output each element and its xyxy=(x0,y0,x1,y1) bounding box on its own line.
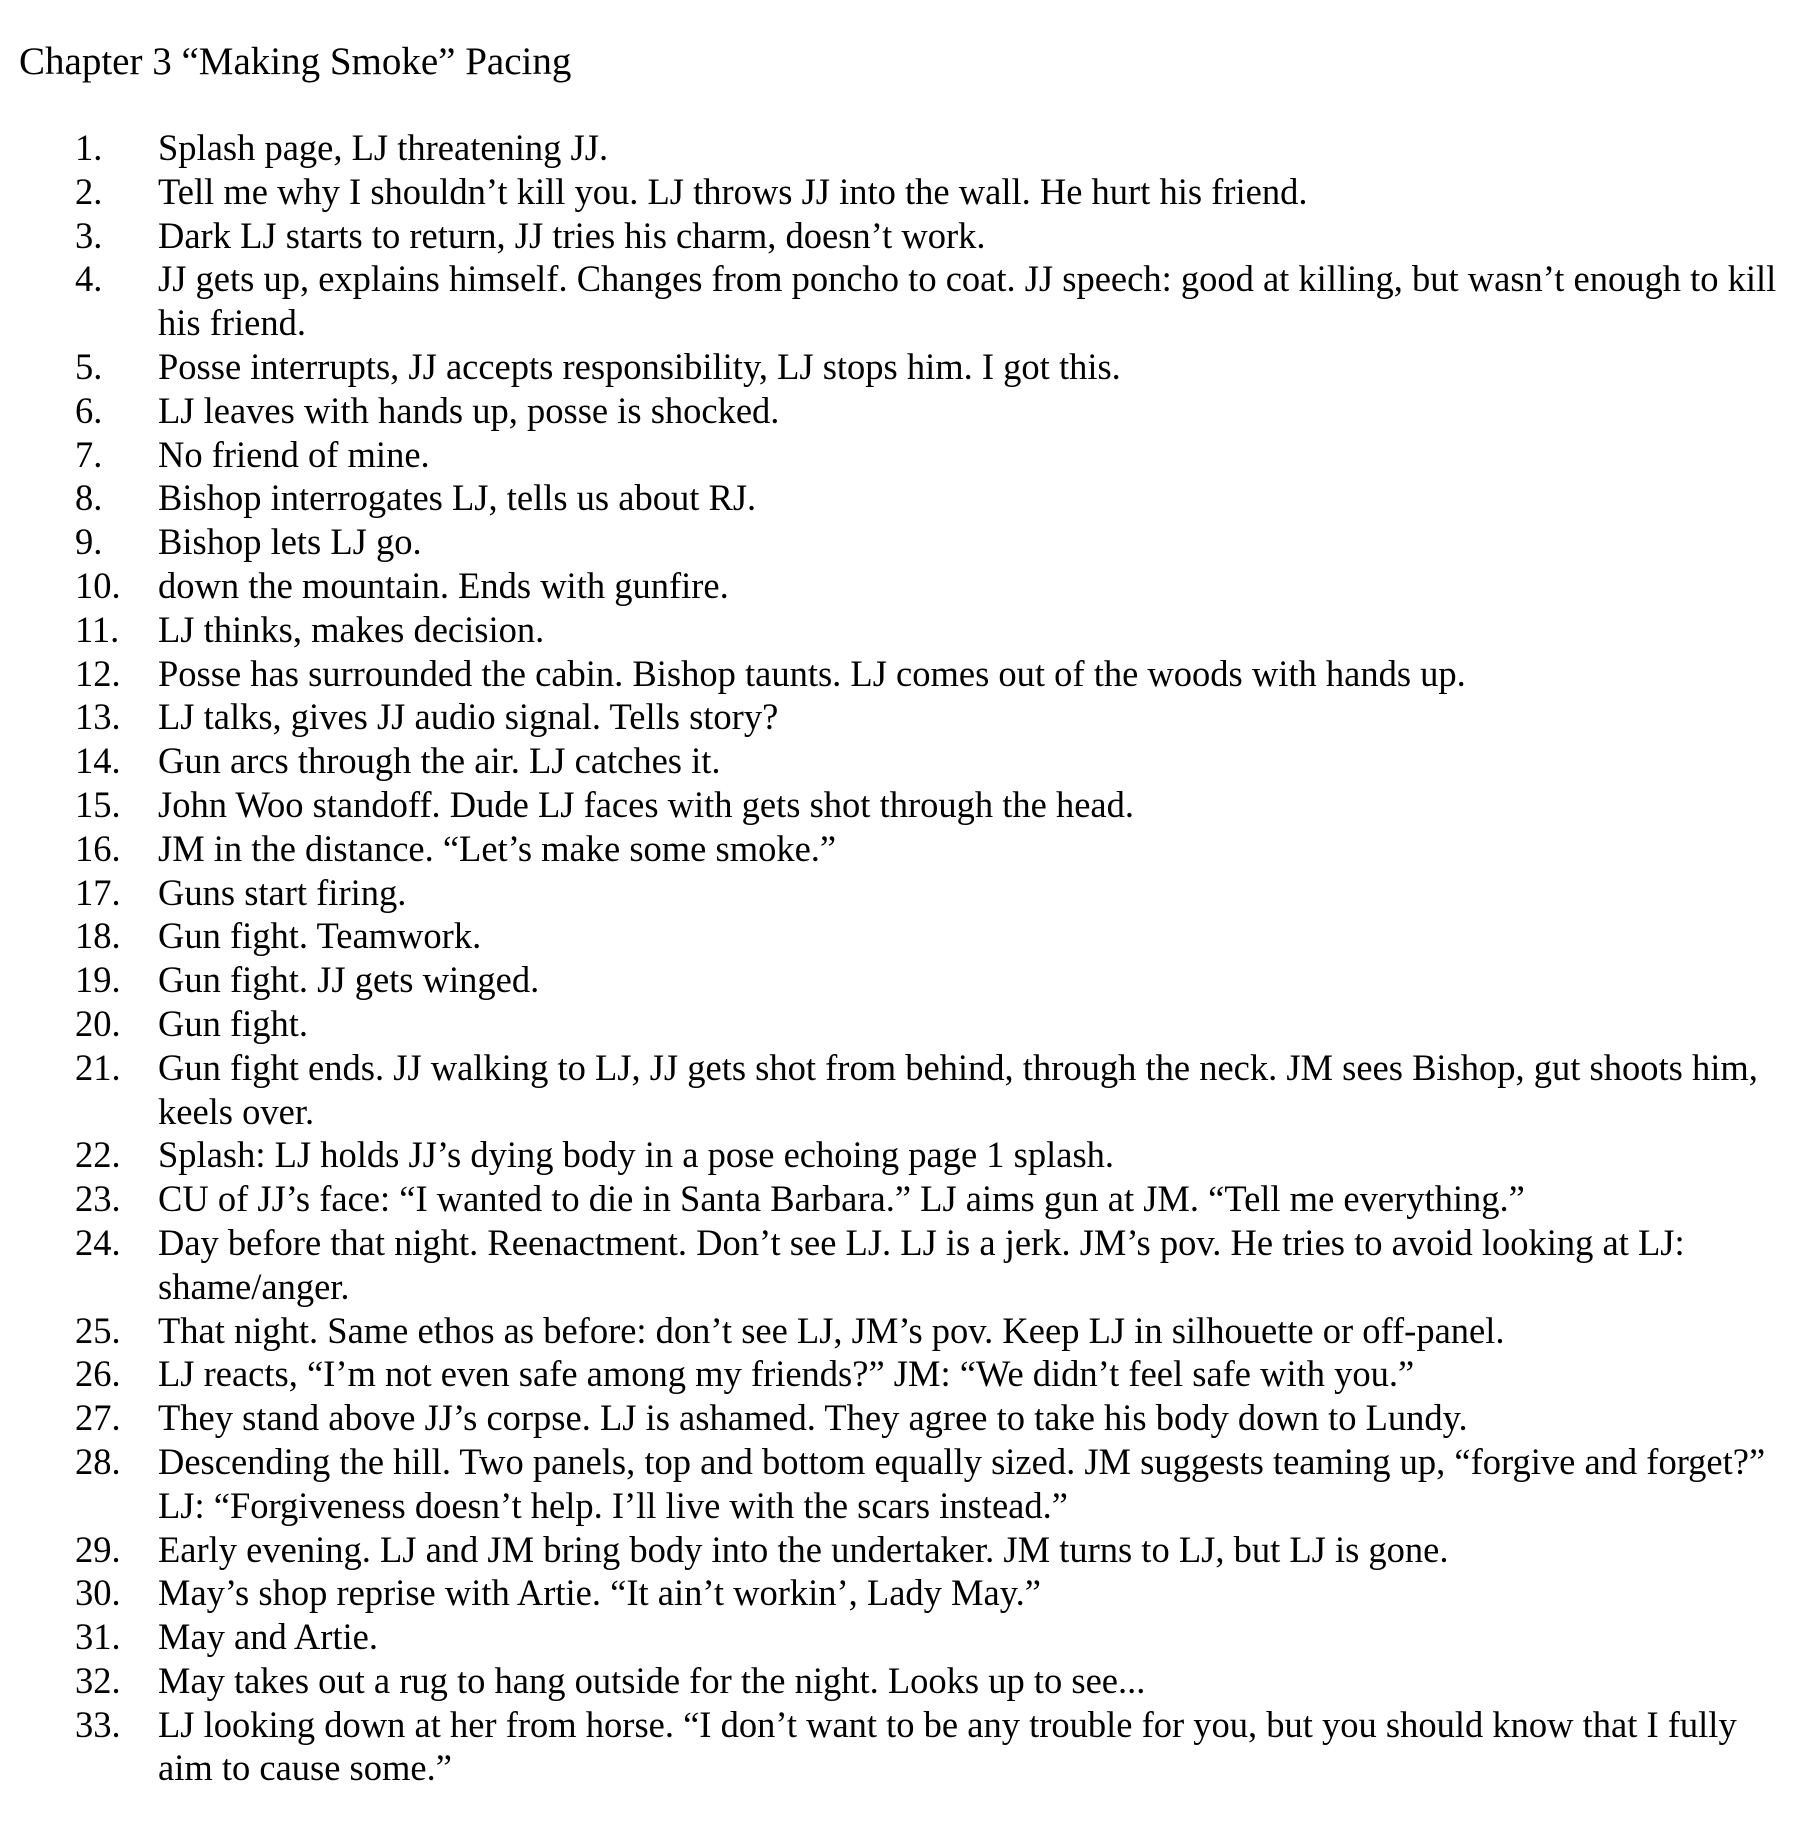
item-text: That night. Same ethos as before: don’t see LJ, JM’s pov. Keep LJ in silhouette or off-panel. xyxy=(158,1309,1505,1351)
item-text: Bishop lets LJ go. xyxy=(158,521,422,563)
list-item xyxy=(0,958,1818,1002)
item-number: 3. xyxy=(75,214,103,256)
item-number: 27. xyxy=(75,1397,121,1439)
list-item xyxy=(0,389,1818,433)
item-text: May’s shop reprise with Artie. “It ain’t workin’, Lady May.” xyxy=(158,1572,1041,1614)
list-item xyxy=(0,914,1818,958)
list-item xyxy=(0,1659,1818,1703)
list-item xyxy=(0,783,1818,827)
item-number: 20. xyxy=(75,1002,121,1044)
item-text: May and Artie. xyxy=(158,1616,378,1658)
item-number: 23. xyxy=(75,1178,121,1220)
item-number: 17. xyxy=(75,871,121,913)
list-item xyxy=(0,1571,1818,1615)
list-item xyxy=(0,433,1818,477)
item-text: Dark LJ starts to return, JJ tries his charm, doesn’t work. xyxy=(158,214,986,256)
list-item xyxy=(0,608,1818,652)
item-number: 6. xyxy=(75,389,103,431)
item-number: 31. xyxy=(75,1616,121,1658)
list-item xyxy=(0,214,1818,258)
list-item xyxy=(0,1133,1818,1177)
item-number: 26. xyxy=(75,1353,121,1395)
item-text: Gun fight ends. JJ walking to LJ, JJ gets shot from behind, through the neck. JM sees Bishop, gut shoots him, keels over. xyxy=(158,1046,1758,1132)
item-number: 5. xyxy=(75,345,103,387)
list-item xyxy=(0,1002,1818,1046)
item-number: 25. xyxy=(75,1309,121,1351)
item-text: Bishop interrogates LJ, tells us about RJ. xyxy=(158,477,757,519)
item-number: 13. xyxy=(75,696,121,738)
list-item xyxy=(0,1615,1818,1659)
item-text: Gun fight. JJ gets winged. xyxy=(158,959,540,1001)
item-number: 4. xyxy=(75,258,103,300)
item-text: Posse interrupts, JJ accepts responsibility, LJ stops him. I got this. xyxy=(158,345,1121,387)
list-item xyxy=(0,345,1818,389)
list-item xyxy=(0,1396,1818,1440)
item-number: 12. xyxy=(75,652,121,694)
list-item xyxy=(0,739,1818,783)
item-text: LJ thinks, makes decision. xyxy=(158,608,545,650)
item-number: 24. xyxy=(75,1221,121,1263)
list-item xyxy=(0,871,1818,915)
item-number: 19. xyxy=(75,959,121,1001)
item-text: JM in the distance. “Let’s make some smoke.” xyxy=(158,827,837,869)
list-item xyxy=(0,1703,1818,1791)
item-number: 29. xyxy=(75,1528,121,1570)
list-item xyxy=(0,695,1818,739)
item-number: 18. xyxy=(75,915,121,957)
list-item xyxy=(0,1221,1818,1309)
list-item xyxy=(0,1046,1818,1134)
list-item xyxy=(0,520,1818,564)
item-text: They stand above JJ’s corpse. LJ is ashamed. They agree to take his body down to Lundy. xyxy=(158,1397,1468,1439)
item-text: JJ gets up, explains himself. Changes from poncho to coat. JJ speech: good at killing, but wasn’t enough to kill his friend. xyxy=(158,258,1777,344)
list-item xyxy=(0,827,1818,871)
list-item xyxy=(0,1177,1818,1221)
list-item xyxy=(0,170,1818,214)
item-text: No friend of mine. xyxy=(158,433,430,475)
list-item xyxy=(0,476,1818,520)
item-text: LJ reacts, “I’m not even safe among my friends?” JM: “We didn’t feel safe with you.” xyxy=(158,1353,1415,1395)
item-text: Tell me why I shouldn’t kill you. LJ throws JJ into the wall. He hurt his friend. xyxy=(158,170,1308,212)
list-item xyxy=(0,1309,1818,1353)
item-text: Day before that night. Reenactment. Don’t see LJ. LJ is a jerk. JM’s pov. He tries to avoid looking at LJ: shame/anger. xyxy=(158,1221,1685,1307)
item-text: Early evening. LJ and JM bring body into the undertaker. JM turns to LJ, but LJ is gone. xyxy=(158,1528,1449,1570)
pacing-list xyxy=(0,126,1818,1790)
item-text: LJ leaves with hands up, posse is shocked. xyxy=(158,389,780,431)
item-number: 15. xyxy=(75,783,121,825)
item-number: 1. xyxy=(75,127,103,168)
item-text: CU of JJ’s face: “I wanted to die in Santa Barbara.” LJ aims gun at JM. “Tell me everything.” xyxy=(158,1178,1525,1220)
item-number: 16. xyxy=(75,827,121,869)
item-text: Descending the hill. Two panels, top and bottom equally sized. JM suggests teaming up, “forgive and forget?” LJ: “Forgiveness doesn’t help. I’ll live with the scars instead.” xyxy=(158,1440,1766,1526)
item-number: 28. xyxy=(75,1440,121,1482)
item-number: 7. xyxy=(75,433,103,475)
list-item xyxy=(0,1352,1818,1396)
item-number: 2. xyxy=(75,170,103,212)
document-title: Chapter 3 “Making Smoke” Pacing xyxy=(19,40,572,83)
item-text: Splash: LJ holds JJ’s dying body in a pose echoing page 1 splash. xyxy=(158,1134,1115,1176)
item-number: 10. xyxy=(75,564,121,606)
item-text: May takes out a rug to hang outside for the night. Looks up to see... xyxy=(158,1659,1146,1701)
item-number: 32. xyxy=(75,1659,121,1701)
list-item xyxy=(0,1440,1818,1528)
item-number: 8. xyxy=(75,477,103,519)
item-text: John Woo standoff. Dude LJ faces with gets shot through the head. xyxy=(158,783,1134,825)
item-text: LJ looking down at her from horse. “I don’t want to be any trouble for you, but you should know that I fully aim to cause some.” xyxy=(158,1703,1737,1789)
item-text: Gun arcs through the air. LJ catches it. xyxy=(158,740,721,782)
list-item xyxy=(0,1528,1818,1572)
item-text: Splash page, LJ threatening JJ. xyxy=(158,127,609,168)
list-item xyxy=(0,564,1818,608)
item-text: Guns start firing. xyxy=(158,871,407,913)
item-number: 14. xyxy=(75,740,121,782)
list-item xyxy=(0,257,1818,345)
item-text: Gun fight. Teamwork. xyxy=(158,915,482,957)
item-number: 30. xyxy=(75,1572,121,1614)
list-item xyxy=(0,652,1818,696)
item-number: 9. xyxy=(75,521,103,563)
item-number: 33. xyxy=(75,1703,121,1745)
item-text: Posse has surrounded the cabin. Bishop taunts. LJ comes out of the woods with hands up. xyxy=(158,652,1466,694)
item-number: 11. xyxy=(75,608,120,650)
item-text: down the mountain. Ends with gunfire. xyxy=(158,564,729,606)
item-number: 22. xyxy=(75,1134,121,1176)
item-number: 21. xyxy=(75,1046,121,1088)
item-text: LJ talks, gives JJ audio signal. Tells story? xyxy=(158,696,779,738)
item-text: Gun fight. xyxy=(158,1002,309,1044)
list-item xyxy=(0,126,1818,170)
